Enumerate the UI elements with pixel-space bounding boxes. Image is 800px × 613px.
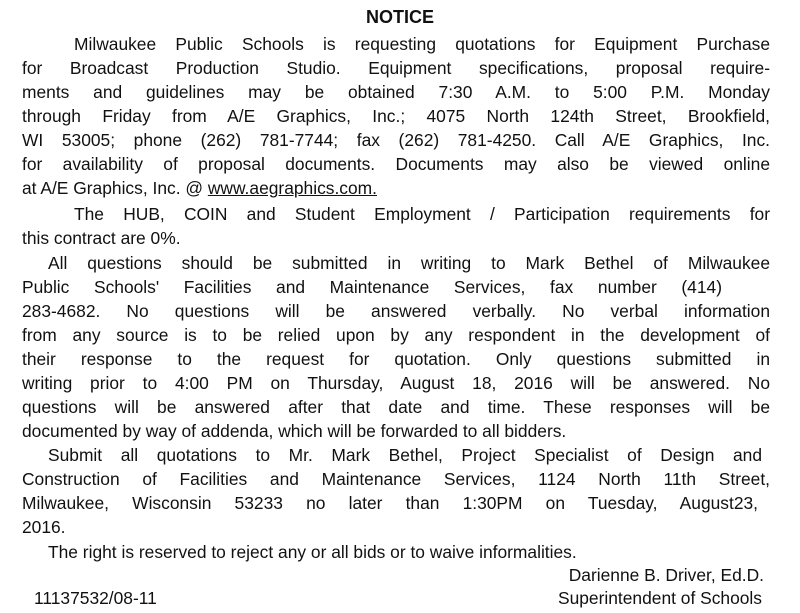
paragraph-3-line-7: questions will be answered after that date and time. These responses will be xyxy=(22,397,770,417)
paragraph-4-line-3: Milwaukee, Wisconsin 53233 no later than 1:30PM on Tuesday, August23, xyxy=(22,493,758,513)
paragraph-1-line-1: Milwaukee Public Schools is requesting quotations for Equipment Purchase xyxy=(74,34,770,54)
paragraph-2-line-2: this contract are 0%. xyxy=(22,228,181,248)
paragraph-1-line-7 xyxy=(22,177,770,199)
paragraph-3-line-2: Public Schools' Facilities and Maintenance Services, fax number (414) xyxy=(22,277,722,297)
paragraph-3-line-5: their response to the request for quotation. Only questions submitted in xyxy=(22,349,770,369)
paragraph-1-line-3: ments and guidelines may be obtained 7:30 A.M. to 5:00 P.M. Monday xyxy=(22,82,770,102)
notice-title: NOTICE xyxy=(365,7,434,27)
paragraph-3-line-1: All questions should be submitted in writing to Mark Bethel of Milwaukee xyxy=(48,253,770,273)
paragraph-1-line-5: WI 53005; phone (262) 781-7744; fax (262) 781-4250. Call A/E Graphics, Inc. xyxy=(22,130,770,150)
paragraph-3-line-8: documented by way of addenda, which will be forwarded to all bidders. xyxy=(22,421,567,441)
paragraph-1-last-line-text: at A/E Graphics, Inc. @ xyxy=(22,178,208,198)
paragraph-3-line-3: 283-4682. No questions will be answered verbally. No verbal information xyxy=(22,301,770,321)
signature-title: Superintendent of Schools xyxy=(557,588,762,608)
paragraph-1-line-2: for Broadcast Production Studio. Equipment specifications, proposal require- xyxy=(22,58,770,78)
paragraph-4-line-4: 2016. xyxy=(22,517,66,537)
signature-name: Darienne B. Driver, Ed.D. xyxy=(568,565,764,585)
paragraph-1-line-6: for availability of proposal documents. Documents may also be viewed online xyxy=(22,154,770,174)
paragraph-3-line-6: writing prior to 4:00 PM on Thursday, August 18, 2016 will be answered. No xyxy=(22,373,770,393)
paragraph-4-line-2: Construction of Facilities and Maintenance Services, 1124 North 11th Street, xyxy=(22,469,770,489)
paragraph-2-line-1: The HUB, COIN and Student Employment / Participation requirements for xyxy=(74,204,770,224)
paragraph-4-line-1: Submit all quotations to Mr. Mark Bethel, Project Specialist of Design and xyxy=(48,445,762,465)
paragraph-3-line-4: from any source is to be relied upon by any respondent in the development of xyxy=(22,325,770,345)
reference-number: 11137532/08-11 xyxy=(34,588,157,608)
paragraph-1-line-4: through Friday from A/E Graphics, Inc.; 4075 North 124th Street, Brookfield, xyxy=(22,106,770,126)
aegraphics-link[interactable]: www.aegraphics.com. xyxy=(207,178,377,198)
paragraph-5-line-1: The right is reserved to reject any or all bids or to waive informalities. xyxy=(48,542,577,562)
